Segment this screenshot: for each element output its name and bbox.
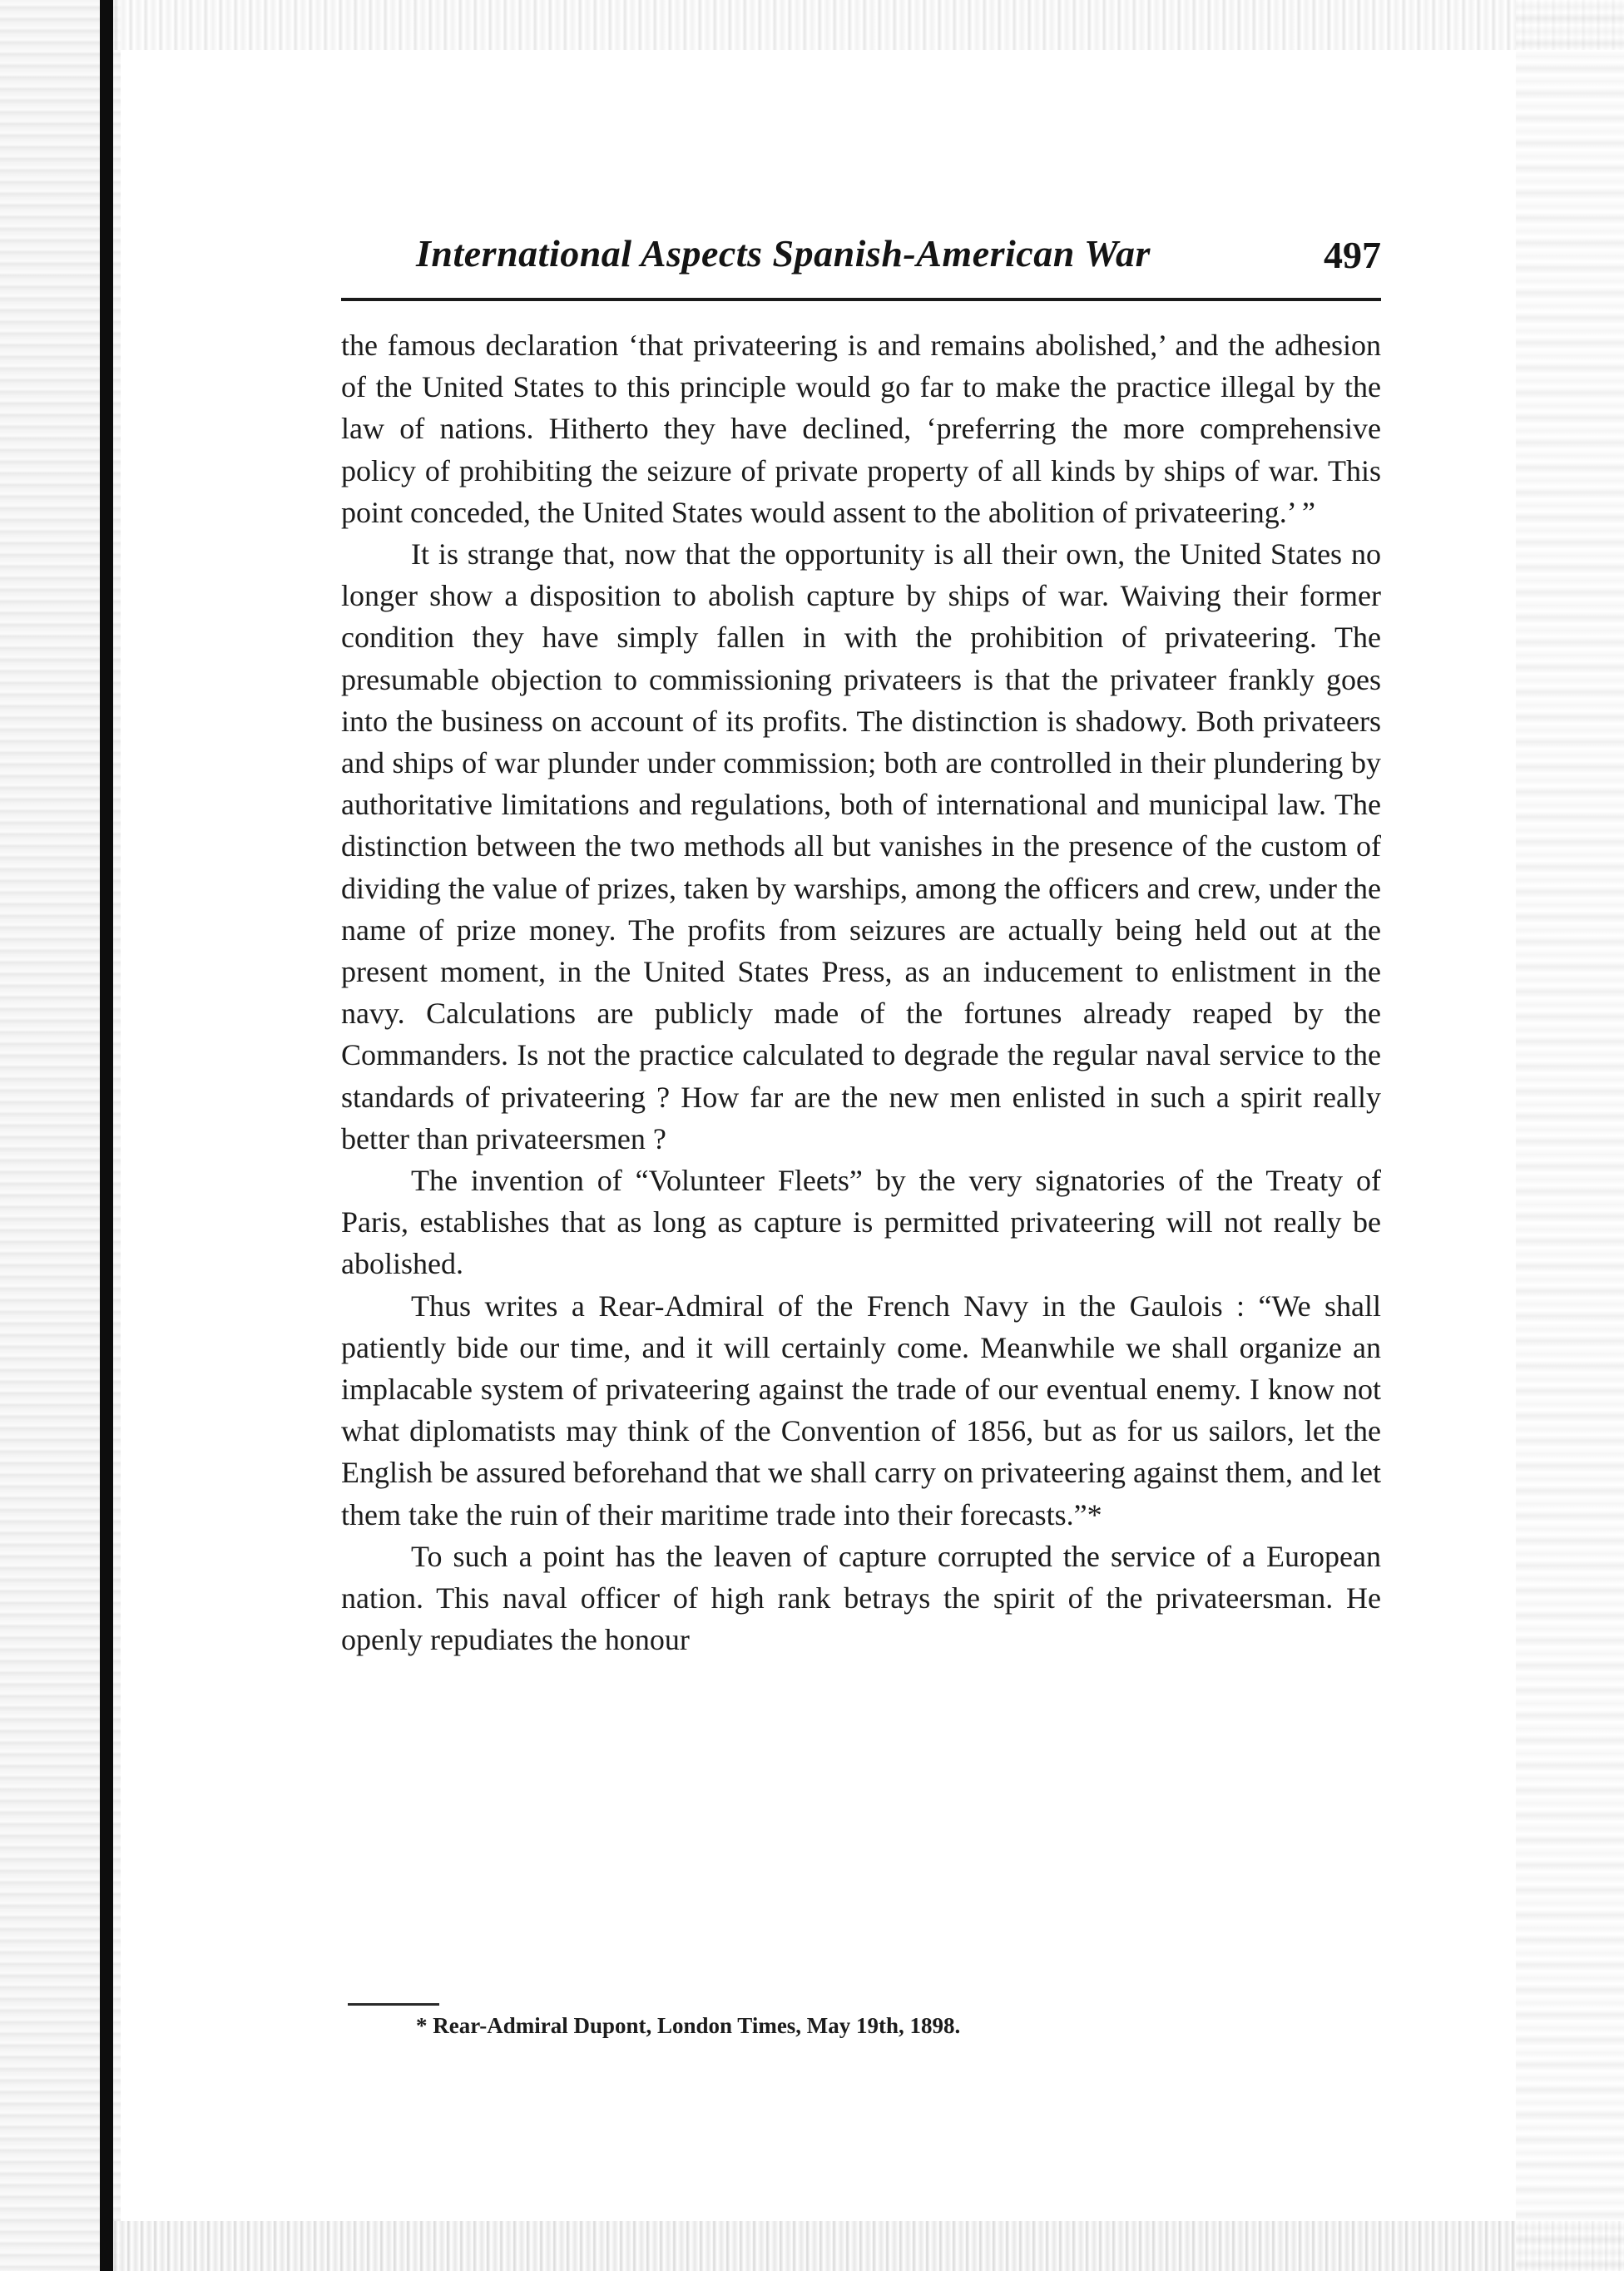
scan-edge-right — [1516, 0, 1624, 2271]
paragraph-continuation: the famous declaration ‘that privateering is and remains abolished,’ and the adhesion of the United States to this principle would go far to make the practice illegal by the law of nations. Hitherto they have declined, ‘preferring the more comprehensive policy of prohibiting the seizure of private property of all kinds by ships of war. This point conceded, the United States would assent to the abolition of privateering.’ ” — [341, 329, 1381, 529]
page-number: 497 — [1324, 234, 1381, 276]
header-rule — [341, 298, 1381, 301]
body-text — [341, 324, 1381, 1661]
running-title: International Aspects Spanish-American War — [416, 232, 1151, 275]
paragraph: The invention of “Volunteer Fleets” by the very signatories of the Treaty of Paris, establishes that as long as capture is permitted privateering will not really be abolished. — [341, 1164, 1381, 1281]
paragraph: To such a point has the leaven of capture corrupted the service of a European nation. This naval officer of high rank betrays the spirit of the privateersman. He openly repudiates the honour — [341, 1539, 1381, 1657]
footnote: * Rear-Admiral Dupont, London Times, May 19th, 1898. — [416, 2013, 961, 2038]
paragraph: It is strange that, now that the opportunity is all their own, the United States no longer show a disposition to abolish capture by ships of war. Waiving their former condition they have simply fallen in with the prohibition of privateering. The presumable objection to commissioning privateers is that the privateer frankly goes into the business on account of its profits. The distinction is shadowy. Both privateers and ships of war plunder under commission; both are controlled in their plundering by authoritative limitations and regulations, both of international and municipal law. The distinction between the two methods all but vanishes in the presence of the custom of dividing the value of prizes, taken by warships, among the officers and crew, under the name of prize money. The profits from seizures are actually being held out at the present moment, in the United States Press, as an inducement to enlistment in the navy. Calculations are publicly made of the fortunes already reaped by the Commanders. Is not the practice calculated to degrade the regular naval service to the standards of privateering ? How far are the new men enlisted in such a spirit really better than privateersmen ? — [341, 537, 1381, 1155]
paragraph: Thus writes a Rear-Admiral of the French Navy in the Gaulois : “We shall patiently bide our time, and it will certainly come. Meanwhile we shall organize an implacable system of privateering against the trade of our eventual enemy. I know not what diplomatists may think of the Convention of 1856, but as for us sailors, let the English be assured beforehand that we shall carry on privateering against them, and let them take the ruin of their maritime trade into their forecasts.”* — [341, 1289, 1381, 1531]
footnote-rule — [348, 2003, 439, 2006]
binding-shadow — [100, 0, 113, 2271]
running-head — [341, 223, 1381, 289]
scan-edge-bottom — [113, 2221, 1624, 2271]
scan-edge-top — [113, 0, 1624, 50]
